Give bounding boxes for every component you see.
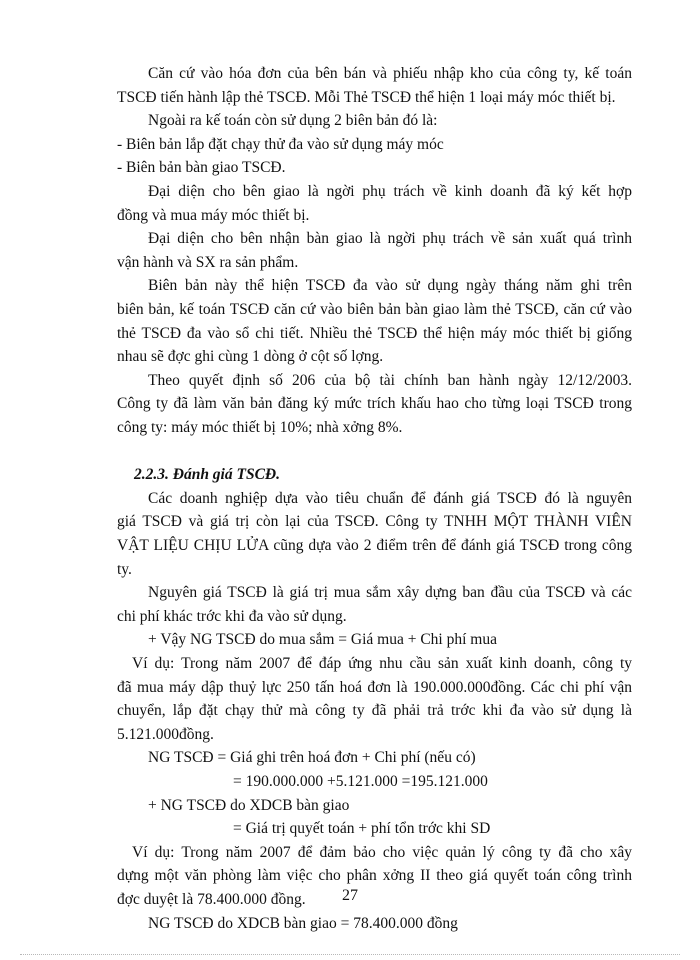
line-text: thẻ TSCĐ đa vào sổ chi tiết. Nhiều thẻ TSCĐ thể hiện máy móc thiết bị giống	[117, 324, 632, 342]
line-text: biên bản, kế toán TSCĐ căn cứ vào biên bản bàn giao làm thẻ TSCĐ, căn cứ vào	[117, 301, 632, 318]
line-text: Ví dụ: Trong năm 2007 để đáp ứng nhu cầu sản xuất kinh doanh, công ty	[132, 655, 632, 672]
text-line	[0, 582, 700, 604]
text-line	[0, 606, 700, 628]
line-text: TSCĐ tiến hành lập thẻ TSCĐ. Mỗi Thẻ TSCĐ thể hiện 1 loại máy móc thiết bị.	[117, 88, 616, 106]
line-text: Đại diện cho bên giao là ngời phụ trách về kinh doanh đã ký kết hợp	[148, 183, 632, 200]
text-line	[0, 299, 700, 321]
text-line	[0, 677, 700, 699]
line-text: ty.	[117, 560, 132, 578]
text-line	[0, 535, 700, 557]
text-line	[0, 393, 700, 415]
line-text: đã mua máy dập thuỷ lực 250 tấn hoá đơn là 190.000.000đồng. Các chi phí vận	[117, 678, 632, 696]
line-text: = Giá trị quyết toán + phí tổn trớc khi SD	[233, 820, 491, 838]
line-text: Biên bản này thể hiện TSCĐ đa vào sử dụng ngày tháng năm ghi trên	[148, 277, 632, 295]
line-text: Ví dụ: Trong năm 2007 để đảm bảo cho việc quản lý công ty đã cho xây	[132, 843, 632, 861]
page-bottom-divider	[20, 954, 680, 955]
page-number: 27	[342, 887, 358, 904]
text-line	[0, 818, 700, 840]
text-line	[0, 795, 700, 817]
text-line	[0, 228, 700, 250]
text-line	[0, 865, 700, 887]
line-text: đợc duyệt là 78.400.000 đồng.	[117, 891, 306, 908]
text-line	[0, 346, 700, 368]
line-text: + NG TSCĐ do XDCB bàn giao	[148, 796, 350, 814]
line-text: VẬT LIỆU CHỊU LỬA cũng dựa vào 2 điểm trên để đánh giá TSCĐ trong công	[117, 537, 632, 554]
line-text: 2.2.3. Đánh giá TSCĐ.	[134, 466, 280, 484]
text-line	[0, 134, 700, 156]
line-text: 5.121.000đồng.	[117, 725, 214, 743]
text-line	[0, 370, 700, 392]
text-line	[0, 323, 700, 345]
line-text: chuyển, lắp đặt chạy thử mà công ty đã phải trả trớc khi đa vào sử dụng là	[117, 702, 632, 720]
text-line	[0, 252, 700, 274]
text-line	[0, 417, 700, 439]
line-text: dựng một văn phòng làm việc cho phân xởng II theo giá quyết toán công trình	[117, 867, 632, 885]
text-line	[0, 110, 700, 132]
text-line	[0, 63, 700, 85]
line-text: chi phí khác trớc khi đa vào sử dụng.	[117, 607, 347, 625]
line-text: - Biên bản lắp đặt chạy thử đa vào sử dụng máy móc	[117, 135, 444, 153]
text-line	[0, 488, 700, 510]
text-line	[0, 275, 700, 297]
line-text: Ngoài ra kế toán còn sử dụng 2 biên bản đó là:	[148, 112, 438, 130]
line-text: = 190.000.000 +5.121.000 =195.121.000	[233, 773, 488, 790]
text-line	[0, 157, 700, 179]
line-text: NG TSCĐ = Giá ghi trên hoá đơn + Chi phí (nếu có)	[148, 749, 476, 767]
line-text: giá TSCĐ và giá trị còn lại của TSCĐ. Công ty TNHH MỘT THÀNH VIÊN	[117, 513, 632, 531]
text-line	[0, 700, 700, 722]
text-line	[0, 559, 700, 581]
text-line	[0, 913, 700, 935]
text-line	[0, 653, 700, 675]
line-text: Nguyên giá TSCĐ là giá trị mua sắm xây dựng ban đầu của TSCĐ và các	[148, 584, 632, 602]
text-line	[0, 205, 700, 227]
line-text: Đại diện cho bên nhận bàn giao là ngời phụ trách về sản xuất quá trình	[148, 230, 632, 248]
line-text: công ty: máy móc thiết bị 10%; nhà xởng 8%.	[117, 419, 403, 436]
text-line	[0, 747, 700, 769]
text-line	[0, 724, 700, 746]
section-heading	[0, 464, 700, 486]
text-line	[0, 629, 700, 651]
line-text: NG TSCĐ do XDCB bàn giao = 78.400.000 đồng	[148, 914, 458, 932]
text-line	[0, 511, 700, 533]
text-line	[0, 771, 700, 793]
line-text: vận hành và SX ra sản phẩm.	[117, 253, 299, 271]
line-text: Công ty đã làm văn bản đăng ký mức trích khấu hao cho từng loại TSCĐ trong	[117, 395, 632, 413]
line-text: Căn cứ vào hóa đơn của bên bán và phiếu nhập kho của công ty, kế toán	[148, 65, 632, 82]
line-text: Các doanh nghiệp dựa vào tiêu chuẩn để đánh giá TSCĐ đó là nguyên	[148, 489, 632, 507]
text-line	[0, 87, 700, 109]
text-line	[0, 842, 700, 864]
line-text: Theo quyết định số 206 của bộ tài chính ban hành ngày 12/12/2003.	[148, 371, 632, 389]
line-text: + Vậy NG TSCĐ do mua sắm = Giá mua + Chi phí mua	[148, 631, 497, 649]
line-text: đồng và mua máy móc thiết bị.	[117, 206, 310, 224]
line-text: nhau sẽ đợc ghi cùng 1 dòng ở cột số lợng.	[117, 348, 384, 366]
line-text: - Biên bản bàn giao TSCĐ.	[117, 159, 286, 177]
text-line	[0, 181, 700, 203]
